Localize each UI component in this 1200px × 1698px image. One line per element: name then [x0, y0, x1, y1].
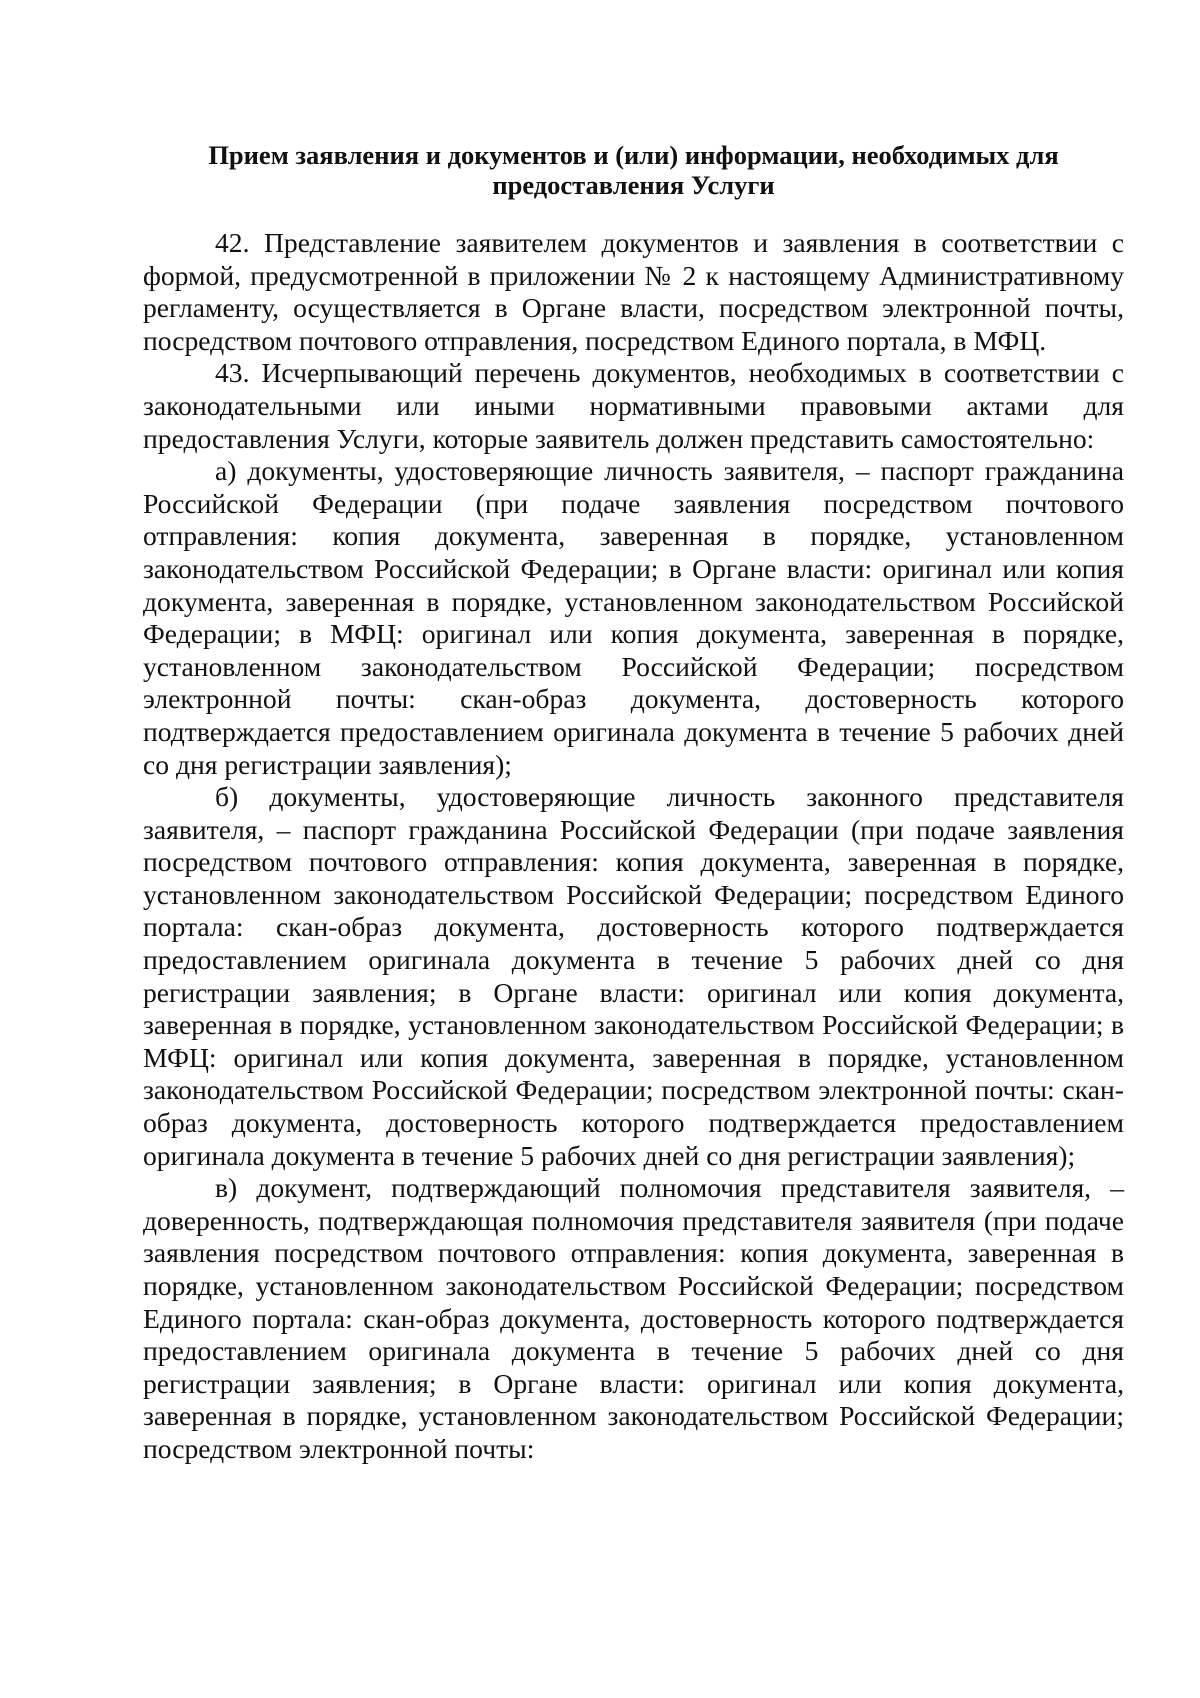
section-title	[143, 140, 1124, 200]
paragraph-42: 42. Представление заявителем документов и заявления в соответствии с формой, предусмотренной в приложении № 2 к настоящему Административному регламенту, осуществляется в Органе власти, посредством электронной почты, посредством почтового отправления, посредством Единого портала, в МФЦ.	[143, 227, 1124, 356]
subparagraph-a: а) документы, удостоверяющие личность заявителя, – паспорт гражданина Российской Федерации (при подаче заявления посредством почтового отправления: копия документа, заверенная в порядке, установленном законодательством Российской Федерации; в Органе власти: оригинал или копия документа, заверенная в порядке, установленном законодательством Российской Федерации; в МФЦ: оригинал или копия документа, заверенная в порядке, установленном законодательством Российской Федерации; посредством электронной почты: скан-образ документа, достоверность которого подтверждается предоставлением оригинала документа в течение 5 рабочих дней со дня регистрации заявления);	[143, 455, 1124, 780]
document-page	[143, 140, 1124, 1466]
section-title-line-1: Прием заявления и документов и (или) информации, необходимых для	[208, 140, 1059, 170]
subparagraph-v: в) документ, подтверждающий полномочия представителя заявителя, – доверенность, подтверждающая полномочия представителя заявителя (при подаче заявления посредством почтового отправления: копия документа, заверенная в порядке, установленном законодательством Российской Федерации; посредством Единого портала: скан-образ документа, достоверность которого подтверждается предоставлением оригинала документа в течение 5 рабочих дней со дня регистрации заявления; в Органе власти: оригинал или копия документа, заверенная в порядке, установленном законодательством Российской Федерации; посредством электронной почты:	[143, 1172, 1124, 1464]
section-title-line-2: предоставления Услуги	[492, 170, 775, 200]
subparagraph-b: б) документы, удостоверяющие личность законного представителя заявителя, – паспорт гражданина Российской Федерации (при подаче заявления посредством почтового отправления: копия документа, заверенная в порядке, установленном законодательством Российской Федерации; посредством Единого портала: скан-образ документа, достоверность которого подтверждается предоставлением оригинала документа в течение 5 рабочих дней со дня регистрации заявления; в Органе власти: оригинал или копия документа, заверенная в порядке, установленном законодательством Российской Федерации; в МФЦ: оригинал или копия документа, заверенная в порядке, установленном законодательством Российской Федерации; посредством электронной почты: скан-образ документа, достоверность которого подтверждается предоставлением оригинала документа в течение 5 рабочих дней со дня регистрации заявления);	[143, 781, 1124, 1171]
paragraph-43: 43. Исчерпывающий перечень документов, необходимых в соответствии с законодательными или иными нормативными правовыми актами для предоставления Услуги, которые заявитель должен представить самостоятельно:	[143, 357, 1124, 454]
